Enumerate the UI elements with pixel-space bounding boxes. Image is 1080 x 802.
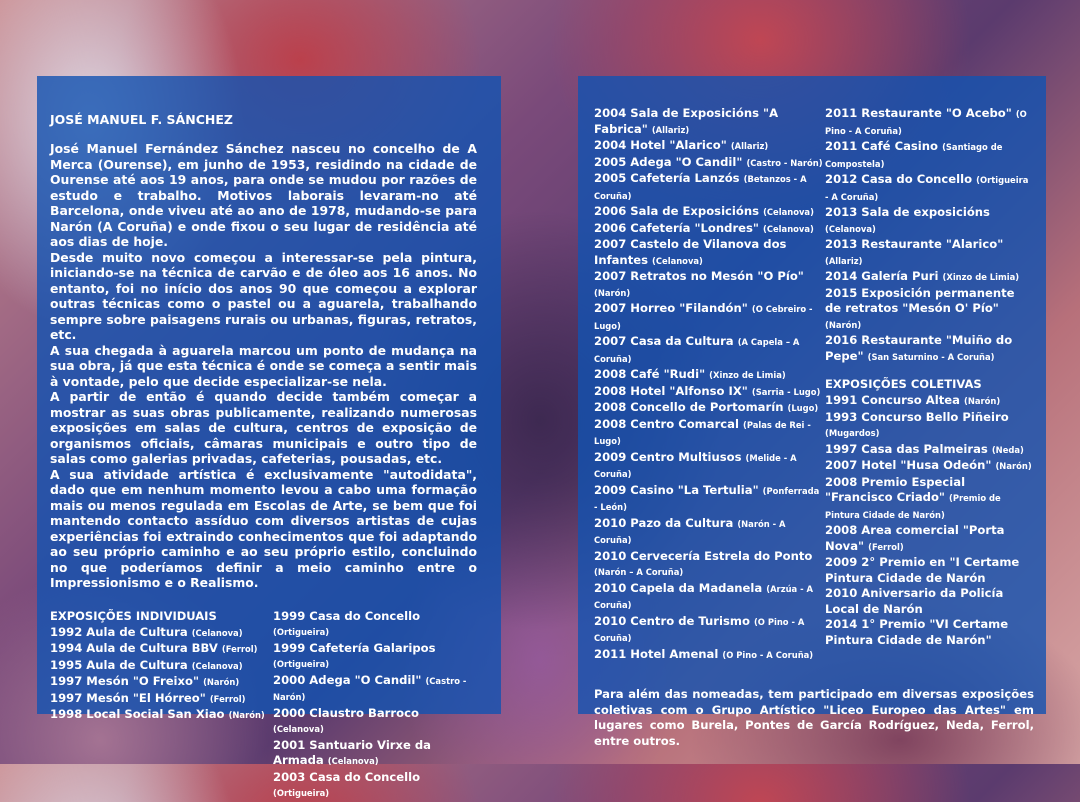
exhibition-title: 2011 Hotel Amenal: [594, 646, 719, 661]
exhibition-item: [273, 609, 473, 641]
exhibition-location: (Santiago de Compostela): [825, 142, 1003, 169]
exhibition-location: (O Pino - A Coruña): [594, 616, 805, 643]
exhibition-title: 2008 Concello de Portomarín: [594, 400, 784, 414]
exhibition-location: (Narón): [594, 287, 631, 298]
exhibition-title: 2006 Cafetería "Londres": [594, 220, 759, 235]
biography: [50, 141, 477, 591]
exhibition-location: (Celanova): [191, 660, 243, 671]
exhibition-item: [594, 155, 825, 172]
exhibition-title: 2007 Castelo de Vilanova dos Infantes: [594, 237, 787, 267]
bio-paragraph: A sua chegada à aguarela marcou um ponto de mudança na sua obra, já que esta técnica é onde se começa a sentir mais à vontade, pelo que decide especializar-se nela.: [50, 342, 477, 389]
exhibition-item: [594, 516, 825, 549]
bio-paragraph: A sua atividade artística é exclusivamente "autodidata", dado que em nenhum momento levou a cabo uma formação mais ou menos regulada em Escolas de Arte, se bem que foi mantendo contacto assíduo com diversos artistas de cujas experiências foi extraindo conhecimentos que foi adaptando ao seu próprio caminho e ao seu próprio estilo, concluindo no que poderíamos definir a meio caminho entre o Impressionismo e o Realismo.: [50, 466, 477, 590]
exhibition-title: 2007 Casa da Cultura: [594, 334, 734, 348]
closing-paragraph: Para além das nomeadas, tem participado em diversas exposições coletivas com o Grupo Artístico "Liceo Europeo das Artes" em lugares como Burela, Pontes de García Rodríguez, Neda, Ferrol, entre outros.: [594, 687, 1034, 748]
exhibition-title: 2010 Pazo da Cultura: [594, 515, 734, 530]
exhibition-item: [273, 770, 473, 802]
exhibition-item: [825, 172, 1034, 205]
exhibition-title: 2015 Exposición permanente de retratos "Mesón O' Pío": [825, 285, 1015, 315]
exhibition-location: (O Pino - A Coruña): [825, 109, 1027, 136]
exhibition-title: 1993 Concurso Bello Piñeiro: [825, 409, 1009, 424]
exhibition-item: [825, 523, 1034, 555]
exhibition-item: [594, 237, 825, 269]
exhibition-title: 2007 Retratos no Mesón "O Pío": [594, 269, 804, 283]
exhibition-item: [825, 586, 1034, 617]
exhibition-title: 1992 Aula de Cultura: [50, 624, 188, 639]
exhibition-location: (Mugardos): [825, 428, 880, 438]
exhibition-title: 2013 Sala de exposicións: [825, 205, 990, 219]
exhibition-location: (A Capela – A Coruña): [594, 337, 800, 364]
exhibition-title: 2008 Café "Rudi": [594, 367, 706, 381]
exhibition-item: [594, 450, 825, 483]
exhibition-location: (O Pino - A Coruña): [722, 649, 814, 660]
exhibition-item: [825, 106, 1034, 139]
exhibition-title: 2014 Galería Puri: [825, 269, 939, 283]
exhibition-location: (Neda): [991, 444, 1024, 455]
exhibition-list: [594, 106, 825, 663]
exhibition-item: [594, 367, 825, 384]
exhibition-title: 2001 Santuario Virxe da Armada: [273, 737, 432, 767]
exhibition-location: (Narón – A Coruña): [594, 567, 684, 577]
exhibition-item: [594, 171, 825, 204]
exhibition-item: [273, 738, 473, 770]
exhibition-item: [825, 139, 1034, 172]
exhibition-item: [825, 410, 1034, 442]
exhibition-title: 2010 Capela da Madanela: [594, 580, 763, 595]
exhibition-item: [825, 393, 1034, 410]
exhibition-title: 1998 Local Social San Xiao: [50, 707, 225, 721]
exhibition-item: [50, 691, 273, 708]
exhibition-location: (Ponferrada - León): [594, 485, 820, 512]
exhibition-item: [825, 237, 1034, 269]
exhibitions-col-1: [594, 106, 825, 663]
exhibition-item: [594, 647, 825, 664]
exhibition-location: (Palas de Rei - Lugo): [594, 419, 811, 446]
exhibition-title: 2008 Centro Comarcal: [594, 416, 739, 431]
exhibition-location: (Lugo): [787, 403, 819, 413]
artist-name-title: JOSÉ MANUEL F. SÁNCHEZ: [50, 112, 233, 127]
exhibition-item: [594, 417, 825, 450]
exhibition-location: (San Saturnino - A Coruña): [867, 351, 995, 362]
exhibition-item: [594, 483, 825, 516]
exhibition-title: 1999 Cafetería Galaripos: [273, 640, 436, 655]
exhibition-title: 1991 Concurso Altea: [825, 393, 960, 407]
exhibition-item: [594, 106, 825, 138]
exhibition-location: (Ortigueira - A Coruña): [825, 175, 1029, 202]
collective-exhibitions-heading: EXPOSIÇÕES COLETIVAS: [825, 377, 982, 391]
exhibition-location: (Betanzos - A Coruña): [594, 174, 807, 201]
exhibition-title: 2008 Premio Especial "Francisco Criado": [825, 474, 966, 504]
exhibition-item: [825, 617, 1034, 648]
exhibition-item: [50, 641, 273, 658]
exhibition-location: (Ferrol): [868, 541, 904, 552]
exhibition-title: 2011 Café Casino: [825, 139, 939, 153]
exhibition-location: (Xinzo de Limia): [709, 370, 786, 380]
exhibition-title: 2004 Hotel "Alarico": [594, 138, 727, 152]
exhibition-location: (Narón): [964, 396, 1001, 406]
exhibition-location: (Ortigueira): [273, 627, 330, 637]
exhibition-location: (Ortigueira): [273, 788, 330, 798]
exhibition-location: (Allariz): [825, 255, 863, 266]
exhibition-location: (Ortigueira): [273, 659, 330, 669]
exhibition-title: 2000 Adega "O Candil": [273, 672, 422, 687]
exhibition-item: [594, 301, 825, 334]
exhibition-item: [594, 581, 825, 614]
exhibition-location: (Celanova): [763, 207, 814, 217]
exhibition-item: [825, 333, 1034, 365]
exhibition-location: (Allariz): [730, 141, 769, 151]
exhibition-location: (Narón): [203, 677, 240, 687]
exhibition-item: [825, 555, 1034, 586]
exhibition-title: 2010 Cervecería Estrela do Ponto: [594, 548, 813, 563]
exhibition-title: 2011 Restaurante "O Acebo": [825, 106, 1012, 120]
exhibitions-continued: [594, 106, 1034, 663]
exhibition-location: (Celanova): [191, 627, 243, 638]
exhibition-location: (Celanova): [825, 223, 876, 234]
bio-paragraph: A partir de então é quando decide também começar a mostrar as suas obras publicamente, realizando numerosas exposições em salas de cultura, centros de exposição de organismos oficiais, câmaras municipais e outro tipo de salas como galerias privadas, cafeterias, pousadas, etc.: [50, 389, 477, 466]
exhibition-location: (Castro - Narón): [273, 675, 467, 702]
exhibition-item: [594, 549, 825, 581]
exhibition-location: (Allariz): [651, 124, 690, 135]
exhibition-item: [50, 674, 273, 691]
exhibition-title: 1994 Aula de Cultura BBV: [50, 641, 218, 655]
exhibition-title: 1999 Casa do Concello: [273, 608, 421, 623]
exhibition-location: (Premio de Pintura Cidade de Narón): [825, 493, 1001, 520]
exhibition-title: 2016 Restaurante "Muiño do Pepe": [825, 333, 1013, 363]
exhibition-location: (Celanova): [652, 255, 703, 266]
exhibition-item: [594, 614, 825, 647]
exhibition-title: 1997 Casa das Palmeiras: [825, 441, 988, 456]
exhibition-item: [50, 625, 273, 642]
exhibition-location: (Castro - Narón): [746, 157, 823, 168]
exhibition-location: (Narón): [825, 319, 862, 330]
exhibition-item: [273, 673, 473, 706]
exhibition-location: (Sarria - Lugo): [751, 386, 821, 397]
exhibition-location: (Narón - A Coruña): [594, 518, 786, 545]
exhibition-title: 2009 2° Premio en "I Certame Pintura Cidade de Narón: [825, 555, 1020, 585]
exhibition-item: [273, 641, 473, 673]
exhibition-location: (Xinzo de Limia): [942, 272, 1020, 282]
exhibition-title: 2012 Casa do Concello: [825, 172, 973, 186]
individual-exhibitions: [50, 609, 477, 802]
exhibition-title: 2003 Casa do Concello: [273, 769, 421, 784]
exhibition-title: 2006 Sala de Exposicións: [594, 204, 760, 218]
individual-exhibitions-heading: EXPOSIÇÕES INDIVIDUAIS: [50, 608, 217, 623]
bio-paragraph: Desde muito novo começou a interessar-se pela pintura, iniciando-se na técnica de carvão e de óleo aos 16 anos. No entanto, foi no início dos anos 90 que começou a explorar outras técnicas como o pastel ou a aguarela, trabalhando sempre sobre paisagens rurais ou urbanas, figuras, retratos, etc.: [50, 249, 477, 342]
exhibition-list: [273, 609, 473, 802]
exhibition-item: [594, 334, 825, 367]
exhibition-list: [50, 625, 273, 724]
exhibition-title: 2005 Cafetería Lanzós: [594, 171, 740, 185]
exhibition-title: 2014 1° Premio "VI Certame Pintura Cidade de Narón": [825, 617, 1009, 647]
exhibition-location: (Ferrol): [221, 644, 258, 654]
exhibition-location: (Narón): [228, 710, 265, 720]
exhibition-location: (Ferrol): [209, 693, 246, 704]
exhibition-title: 2007 Hotel "Husa Odeón": [825, 458, 992, 472]
exhibition-item: [825, 286, 1034, 334]
exhibition-item: [594, 400, 825, 417]
exhibition-location: (Narón): [995, 461, 1032, 471]
exhibition-title: 2000 Claustro Barroco: [273, 705, 419, 720]
exhibition-item: [273, 706, 473, 738]
individual-exhibitions-col-2: [273, 609, 473, 802]
exhibition-item: [594, 384, 825, 401]
exhibition-list: [825, 106, 1034, 365]
left-panel: [37, 76, 501, 798]
exhibition-title: 2009 Centro Multiusos: [594, 449, 742, 464]
exhibitions-col-2: [825, 106, 1034, 663]
exhibition-location: (Celanova): [763, 223, 814, 234]
exhibition-item: [594, 204, 825, 221]
exhibition-title: 2010 Aniversario da Policía Local de Narón: [825, 586, 1004, 616]
exhibition-title: 1997 Mesón "O Freixo": [50, 674, 200, 688]
exhibition-title: 2008 Area comercial "Porta Nova": [825, 523, 1005, 553]
exhibition-item: [594, 269, 825, 301]
exhibition-item: [825, 458, 1034, 475]
bio-paragraph: José Manuel Fernández Sánchez nasceu no concelho de A Merca (Ourense), em junho de 1953, residindo na cidade de Ourense até aos 19 anos, para onde se mudou por razões de estudo e trabalho. Motivos laborais levaram-no até Barcelona, onde viveu até ao ano de 1978, mudando-se para Narón (A Coruña) e onde fixou o seu lugar de residência até aos dias de hoje.: [50, 141, 477, 249]
exhibition-title: 2013 Restaurante "Alarico": [825, 237, 1004, 251]
exhibition-item: [825, 269, 1034, 286]
exhibition-location: (O Cebreiro - Lugo): [594, 304, 813, 331]
exhibition-location: (Melide - A Coruña): [594, 452, 797, 479]
exhibition-title: 2009 Casino "La Tertulia": [594, 482, 759, 497]
exhibition-location: (Arzúa - A Coruña): [594, 583, 813, 610]
exhibition-item: [825, 205, 1034, 237]
exhibition-item: [594, 221, 825, 238]
exhibition-location: (Celanova): [273, 724, 324, 734]
exhibition-title: 2007 Horreo "Filandón": [594, 301, 748, 315]
exhibition-item: [594, 138, 825, 155]
individual-exhibitions-col-1: [50, 609, 273, 802]
exhibition-title: 1995 Aula de Cultura: [50, 657, 188, 672]
right-panel: [578, 76, 1046, 748]
exhibition-item: [825, 442, 1034, 459]
exhibition-location: (Celanova): [327, 756, 379, 766]
exhibition-item: [825, 475, 1034, 524]
exhibition-title: 2004 Sala de Exposicións "A Fabrica": [594, 106, 779, 136]
collective-exhibition-list: [825, 393, 1034, 648]
exhibition-title: 1997 Mesón "El Hórreo": [50, 690, 206, 705]
exhibition-item: [50, 658, 273, 675]
exhibition-title: 2005 Adega "O Candil": [594, 154, 743, 169]
exhibition-title: 2010 Centro de Turismo: [594, 613, 750, 628]
exhibition-title: 2008 Hotel "Alfonso IX": [594, 383, 748, 398]
exhibition-item: [50, 707, 273, 724]
